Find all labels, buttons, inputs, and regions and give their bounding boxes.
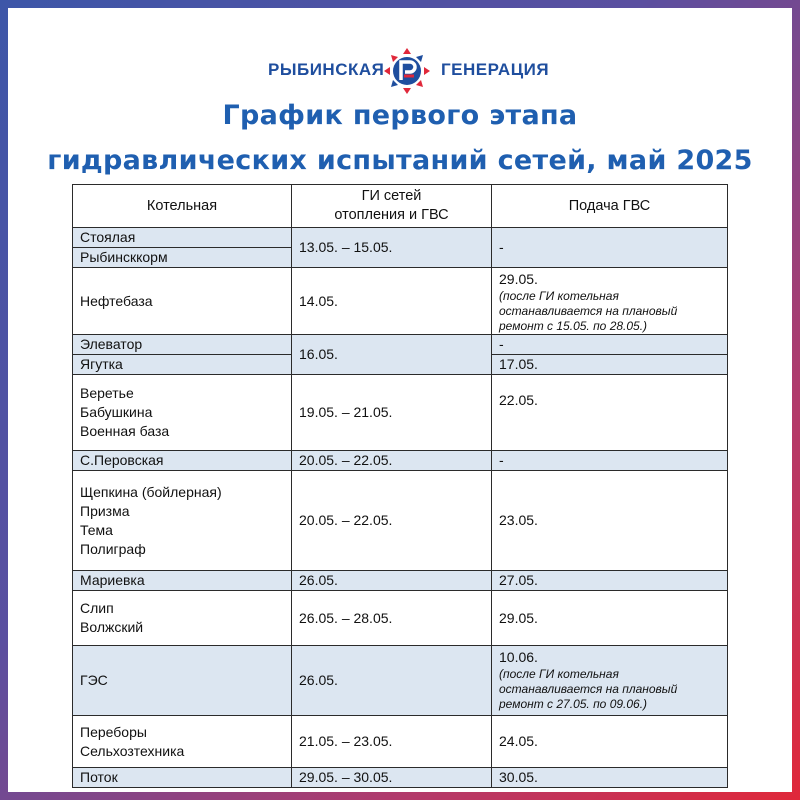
table-row xyxy=(73,591,728,646)
dates-cell: 26.05. xyxy=(292,571,492,591)
dates-cell: 26.05. – 28.05. xyxy=(292,591,492,646)
boiler-name: Полиграф xyxy=(80,540,146,557)
header-hydro-line1: ГИ сетей xyxy=(361,188,422,204)
poster xyxy=(8,8,792,792)
boiler-cell xyxy=(73,471,292,571)
table-row xyxy=(73,335,728,355)
table-row xyxy=(73,471,728,571)
brand-logo xyxy=(8,46,792,96)
boiler-cell xyxy=(73,375,292,451)
dates-cell: 19.05. – 21.05. xyxy=(292,375,492,451)
dates-cell: 21.05. – 23.05. xyxy=(292,716,492,768)
page-title-line2: гидравлических испытаний сетей, май 2025 xyxy=(47,145,753,176)
hot-water-cell: 29.05. xyxy=(492,591,728,646)
hot-water-cell: - xyxy=(492,228,728,268)
header-hot-water: Подача ГВС xyxy=(492,185,728,228)
boiler-cell: Рыбинсккорм xyxy=(73,248,292,268)
boiler-name: Слип xyxy=(80,600,114,616)
boiler-name: Волжский xyxy=(80,619,144,635)
hot-water-cell xyxy=(492,646,728,716)
table-row xyxy=(73,228,728,248)
hot-water-cell: 30.05. xyxy=(492,768,728,788)
boiler-cell: С.Перовская xyxy=(73,451,292,471)
boiler-cell: Мариевка xyxy=(73,571,292,591)
header-boiler: Котельная xyxy=(73,185,292,228)
hot-water-cell: 27.05. xyxy=(492,571,728,591)
table-header-row xyxy=(73,185,728,228)
hot-water-cell xyxy=(492,268,728,335)
dates-cell: 13.05. – 15.05. xyxy=(292,228,492,268)
header-hydro-tests xyxy=(292,185,492,228)
boiler-cell: Нефтебаза xyxy=(73,268,292,335)
hot-water-cell: 22.05. xyxy=(492,375,728,451)
dates-cell: 16.05. xyxy=(292,335,492,375)
header-hydro-line2: отопления и ГВС xyxy=(334,207,449,223)
page-title-line1: График первого этапа xyxy=(222,100,578,131)
schedule-table xyxy=(72,184,728,788)
boiler-cell: ГЭС xyxy=(73,646,292,716)
boiler-name: Переборы xyxy=(80,723,147,740)
table-row xyxy=(73,646,728,716)
table-row xyxy=(73,375,728,451)
hot-water-cell: 24.05. xyxy=(492,716,728,768)
hot-water-date: 29.05. xyxy=(499,271,538,287)
hot-water-cell: - xyxy=(492,335,728,355)
boiler-name: Бабушкина xyxy=(80,404,153,420)
brand-name-right: ГЕНЕРАЦИЯ xyxy=(441,60,550,79)
hot-water-cell: - xyxy=(492,451,728,471)
boiler-cell: Ягутка xyxy=(73,355,292,375)
boiler-name: Призма xyxy=(80,502,130,519)
hot-water-cell: 17.05. xyxy=(492,355,728,375)
repair-note: (после ГИ котельная останавливается на плановый ремонт с 27.05. по 09.06.) xyxy=(499,667,678,711)
boiler-name: Тема xyxy=(80,521,113,538)
boiler-name: Сельхозтехника xyxy=(80,742,185,759)
table-row xyxy=(73,571,728,591)
brand-name-left: РЫБИНСКАЯ xyxy=(268,60,385,79)
boiler-cell: Стоялая xyxy=(73,228,292,248)
dates-cell: 20.05. – 22.05. xyxy=(292,451,492,471)
dates-cell: 14.05. xyxy=(292,268,492,335)
boiler-name: Веретье xyxy=(80,385,134,401)
boiler-cell xyxy=(73,591,292,646)
boiler-cell xyxy=(73,716,292,768)
table-row xyxy=(73,716,728,768)
boiler-cell: Поток xyxy=(73,768,292,788)
boiler-cell: Элеватор xyxy=(73,335,292,355)
hot-water-cell: 23.05. xyxy=(492,471,728,571)
boiler-name: Щепкина (бойлерная) xyxy=(80,483,222,500)
table-row xyxy=(73,768,728,788)
dates-cell: 26.05. xyxy=(292,646,492,716)
dates-cell: 20.05. – 22.05. xyxy=(292,471,492,571)
hot-water-date: 10.06. xyxy=(499,649,538,665)
repair-note: (после ГИ котельная останавливается на плановый ремонт с 15.05. по 28.05.) xyxy=(499,289,678,333)
dates-cell: 29.05. – 30.05. xyxy=(292,768,492,788)
table-row xyxy=(73,268,728,335)
boiler-name: Военная база xyxy=(80,423,170,439)
table-row xyxy=(73,451,728,471)
brand-emblem-icon xyxy=(382,46,432,96)
